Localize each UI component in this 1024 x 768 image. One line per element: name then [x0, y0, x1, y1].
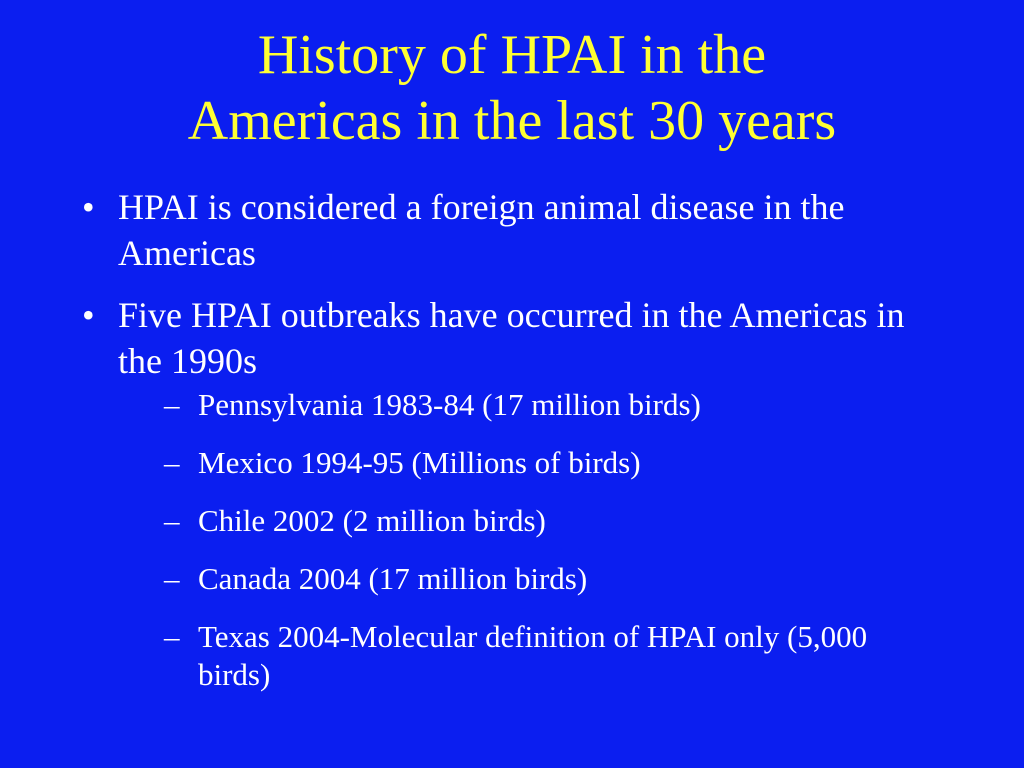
sub-bullet-item: [164, 560, 942, 598]
bullet-text: HPAI is considered a foreign animal disease in the Americas: [118, 187, 845, 273]
slide-title-line-2: Americas in the last 30 years: [187, 90, 837, 152]
sub-bullet-text: Canada 2004 (17 million birds): [198, 561, 588, 596]
sub-bullet-text: Pennsylvania 1983-84 (17 million birds): [198, 387, 701, 422]
bullet-list: [82, 184, 942, 714]
sub-bullet-marker: –: [164, 387, 180, 422]
sub-bullet-marker: –: [164, 619, 180, 654]
slide-title: [0, 22, 1024, 154]
sub-bullet-list: [164, 386, 942, 694]
bullet-marker: •: [82, 187, 95, 227]
sub-bullet-text: Texas 2004-Molecular definition of HPAI only (5,000 birds): [198, 619, 868, 692]
bullet-text: Five HPAI outbreaks have occurred in the Americas in the 1990s: [118, 295, 905, 381]
sub-bullet-item: [164, 502, 942, 540]
sub-bullet-item: [164, 618, 942, 694]
bullet-item: [82, 292, 942, 694]
sub-bullet-text: Mexico 1994-95 (Millions of birds): [198, 445, 641, 480]
sub-bullet-item: [164, 386, 942, 424]
sub-bullet-marker: –: [164, 503, 180, 538]
slide-title-line-1: History of HPAI in the: [257, 24, 767, 86]
sub-bullet-item: [164, 444, 942, 482]
bullet-marker: •: [82, 295, 95, 335]
sub-bullet-marker: –: [164, 445, 180, 480]
sub-bullet-marker: –: [164, 561, 180, 596]
bullet-item: [82, 184, 942, 276]
sub-bullet-text: Chile 2002 (2 million birds): [198, 503, 546, 538]
